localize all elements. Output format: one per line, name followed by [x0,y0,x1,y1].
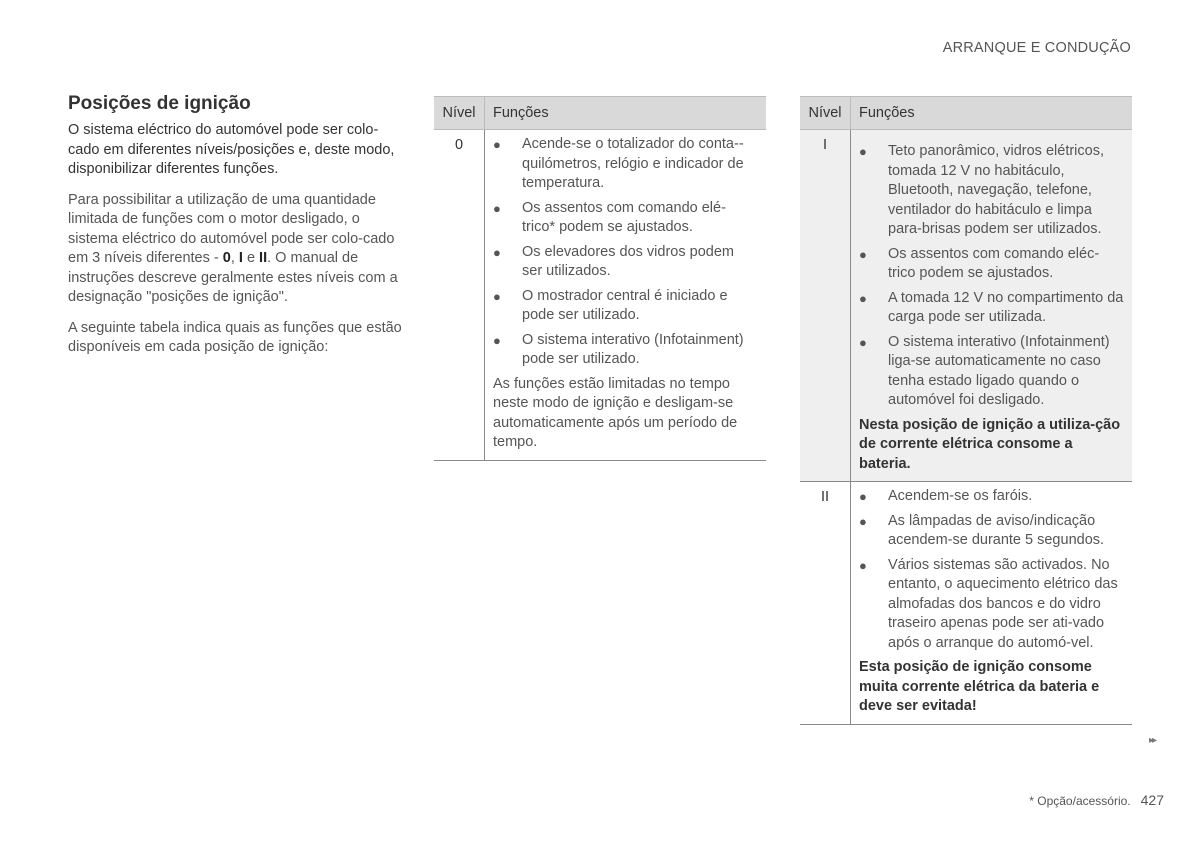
body-paragraph-1 [68,191,403,308]
level-cell: 0 [434,130,485,460]
intro-column [68,93,403,369]
para1-sep-1: , [230,250,239,266]
list-item-text: Os assentos com comando elé-trico* podem se ajustados. [522,199,726,235]
function-list [493,135,758,370]
list-item-text: O sistema interativo (Infotainment) pode ser utilizado. [522,331,744,367]
functions-cell [485,130,766,460]
ignition-table-I-II [800,96,1132,725]
footnote: * Opção/acessório. [1029,794,1131,808]
list-item [859,245,1124,284]
function-list [859,142,1124,411]
functions-cell [851,482,1132,724]
bullet-icon: ● [859,144,867,159]
lead-paragraph: O sistema eléctrico do automóvel pode ser colo-cado em diferentes níveis/posições e, deste modo, disponibilizar diferentes funções. [68,122,395,177]
list-item [859,556,1124,654]
list-item-text: Acende-se o totalizador do conta--quilómetros, relógio e indicador de temperatura. [522,136,744,191]
list-item-text: O sistema interativo (Infotainment) liga-se automaticamente no caso tenha estado ligado quando o automóvel foi desligado. [888,333,1110,408]
list-item-text: O mostrador central é iniciado e pode ser utilizado. [522,287,728,323]
bullet-icon: ● [493,332,501,348]
table-row-level-0 [434,130,766,461]
bullet-icon: ● [859,334,867,350]
para1-text-c: . O manual de instruções descreve geralmente estes níveis com a designação "posições de ignição". [68,250,398,305]
para1-sep-2: e [242,250,260,266]
ignition-table-0 [434,96,766,461]
bullet-icon: ● [493,288,501,304]
page-number: 427 [1140,792,1164,808]
bullet-icon: ● [493,137,501,152]
functions-cell [851,130,1132,481]
list-item-text: Teto panorâmico, vidros elétricos, tomada 12 V no habitáculo, Bluetooth, navegação, telefone, ventilador do habitáculo e limpa para-brisas podem ser utilizados. [888,143,1104,237]
header-level: Nível [800,97,851,129]
list-item [493,199,758,238]
list-item [493,287,758,326]
level-II-ref: II [259,250,268,266]
function-list [859,487,1124,653]
bullet-icon: ● [493,200,501,216]
list-item [859,512,1124,551]
list-item-text: A tomada 12 V no compartimento da carga pode ser utilizada. [888,289,1124,325]
level-cell: I [800,130,851,481]
bullet-icon: ● [859,246,867,262]
continue-arrow-icon: ▸▸ [1149,735,1156,746]
body-paragraph-2: A seguinte tabela indica quais as funções que estão disponíveis em cada posição de ignição: [68,319,402,355]
list-item [859,289,1124,328]
list-item-text: Acendem-se os faróis. [888,488,1033,504]
para1-text-a: Para possibilitar a utilização de uma quantidade limitada de funções com o motor desligado, o sistema eléctrico do automóvel pode ser colo-cado em 3 níveis diferentes - [68,191,395,266]
list-item [859,333,1124,411]
list-item [493,243,758,282]
page-title: Posições de ignição [68,93,251,114]
table-row-level-II [800,482,1132,725]
list-item [493,331,758,370]
list-item-text: Os assentos com comando eléc-trico podem se ajustados. [888,245,1100,281]
page-footer [1029,792,1164,808]
bullet-icon: ● [859,290,867,306]
row-warning: Nesta posição de ignição a utiliza-ção de corrente elétrica consome a bateria. [859,416,1121,472]
list-item-text: As lâmpadas de aviso/indicação acendem-se durante 5 segundos. [888,512,1105,548]
level-0-ref: 0 [222,250,231,266]
bullet-icon: ● [859,489,867,504]
list-item-text: Vários sistemas são activados. No entanto, o aquecimento elétrico das almofadas dos bancos e do vidro traseiro apenas pode ser ati-vado após o arranque do automó-vel. [888,556,1118,651]
bullet-icon: ● [493,244,501,260]
table-header [800,96,1132,130]
section-header: ARRANQUE E CONDUÇÃO [942,40,1131,56]
row-warning: Esta posição de ignição consome muita corrente elétrica da bateria e deve ser evitada! [859,659,1100,714]
list-item-text: Os elevadores dos vidros podem ser utilizados. [522,243,734,279]
list-item [493,135,758,194]
bullet-icon: ● [859,557,867,573]
header-functions: Funções [493,105,549,121]
level-I-ref: I [238,250,243,266]
list-item [859,142,1124,240]
header-functions: Funções [859,105,915,121]
table-row-level-I [800,130,1132,482]
table-header [434,96,766,130]
row-note: As funções estão limitadas no tempo neste modo de ignição e desligam-se automaticamente após um período de tempo. [493,375,738,450]
header-level: Nível [434,97,485,129]
level-cell: II [800,482,851,724]
list-item [859,487,1124,507]
bullet-icon: ● [859,513,867,529]
